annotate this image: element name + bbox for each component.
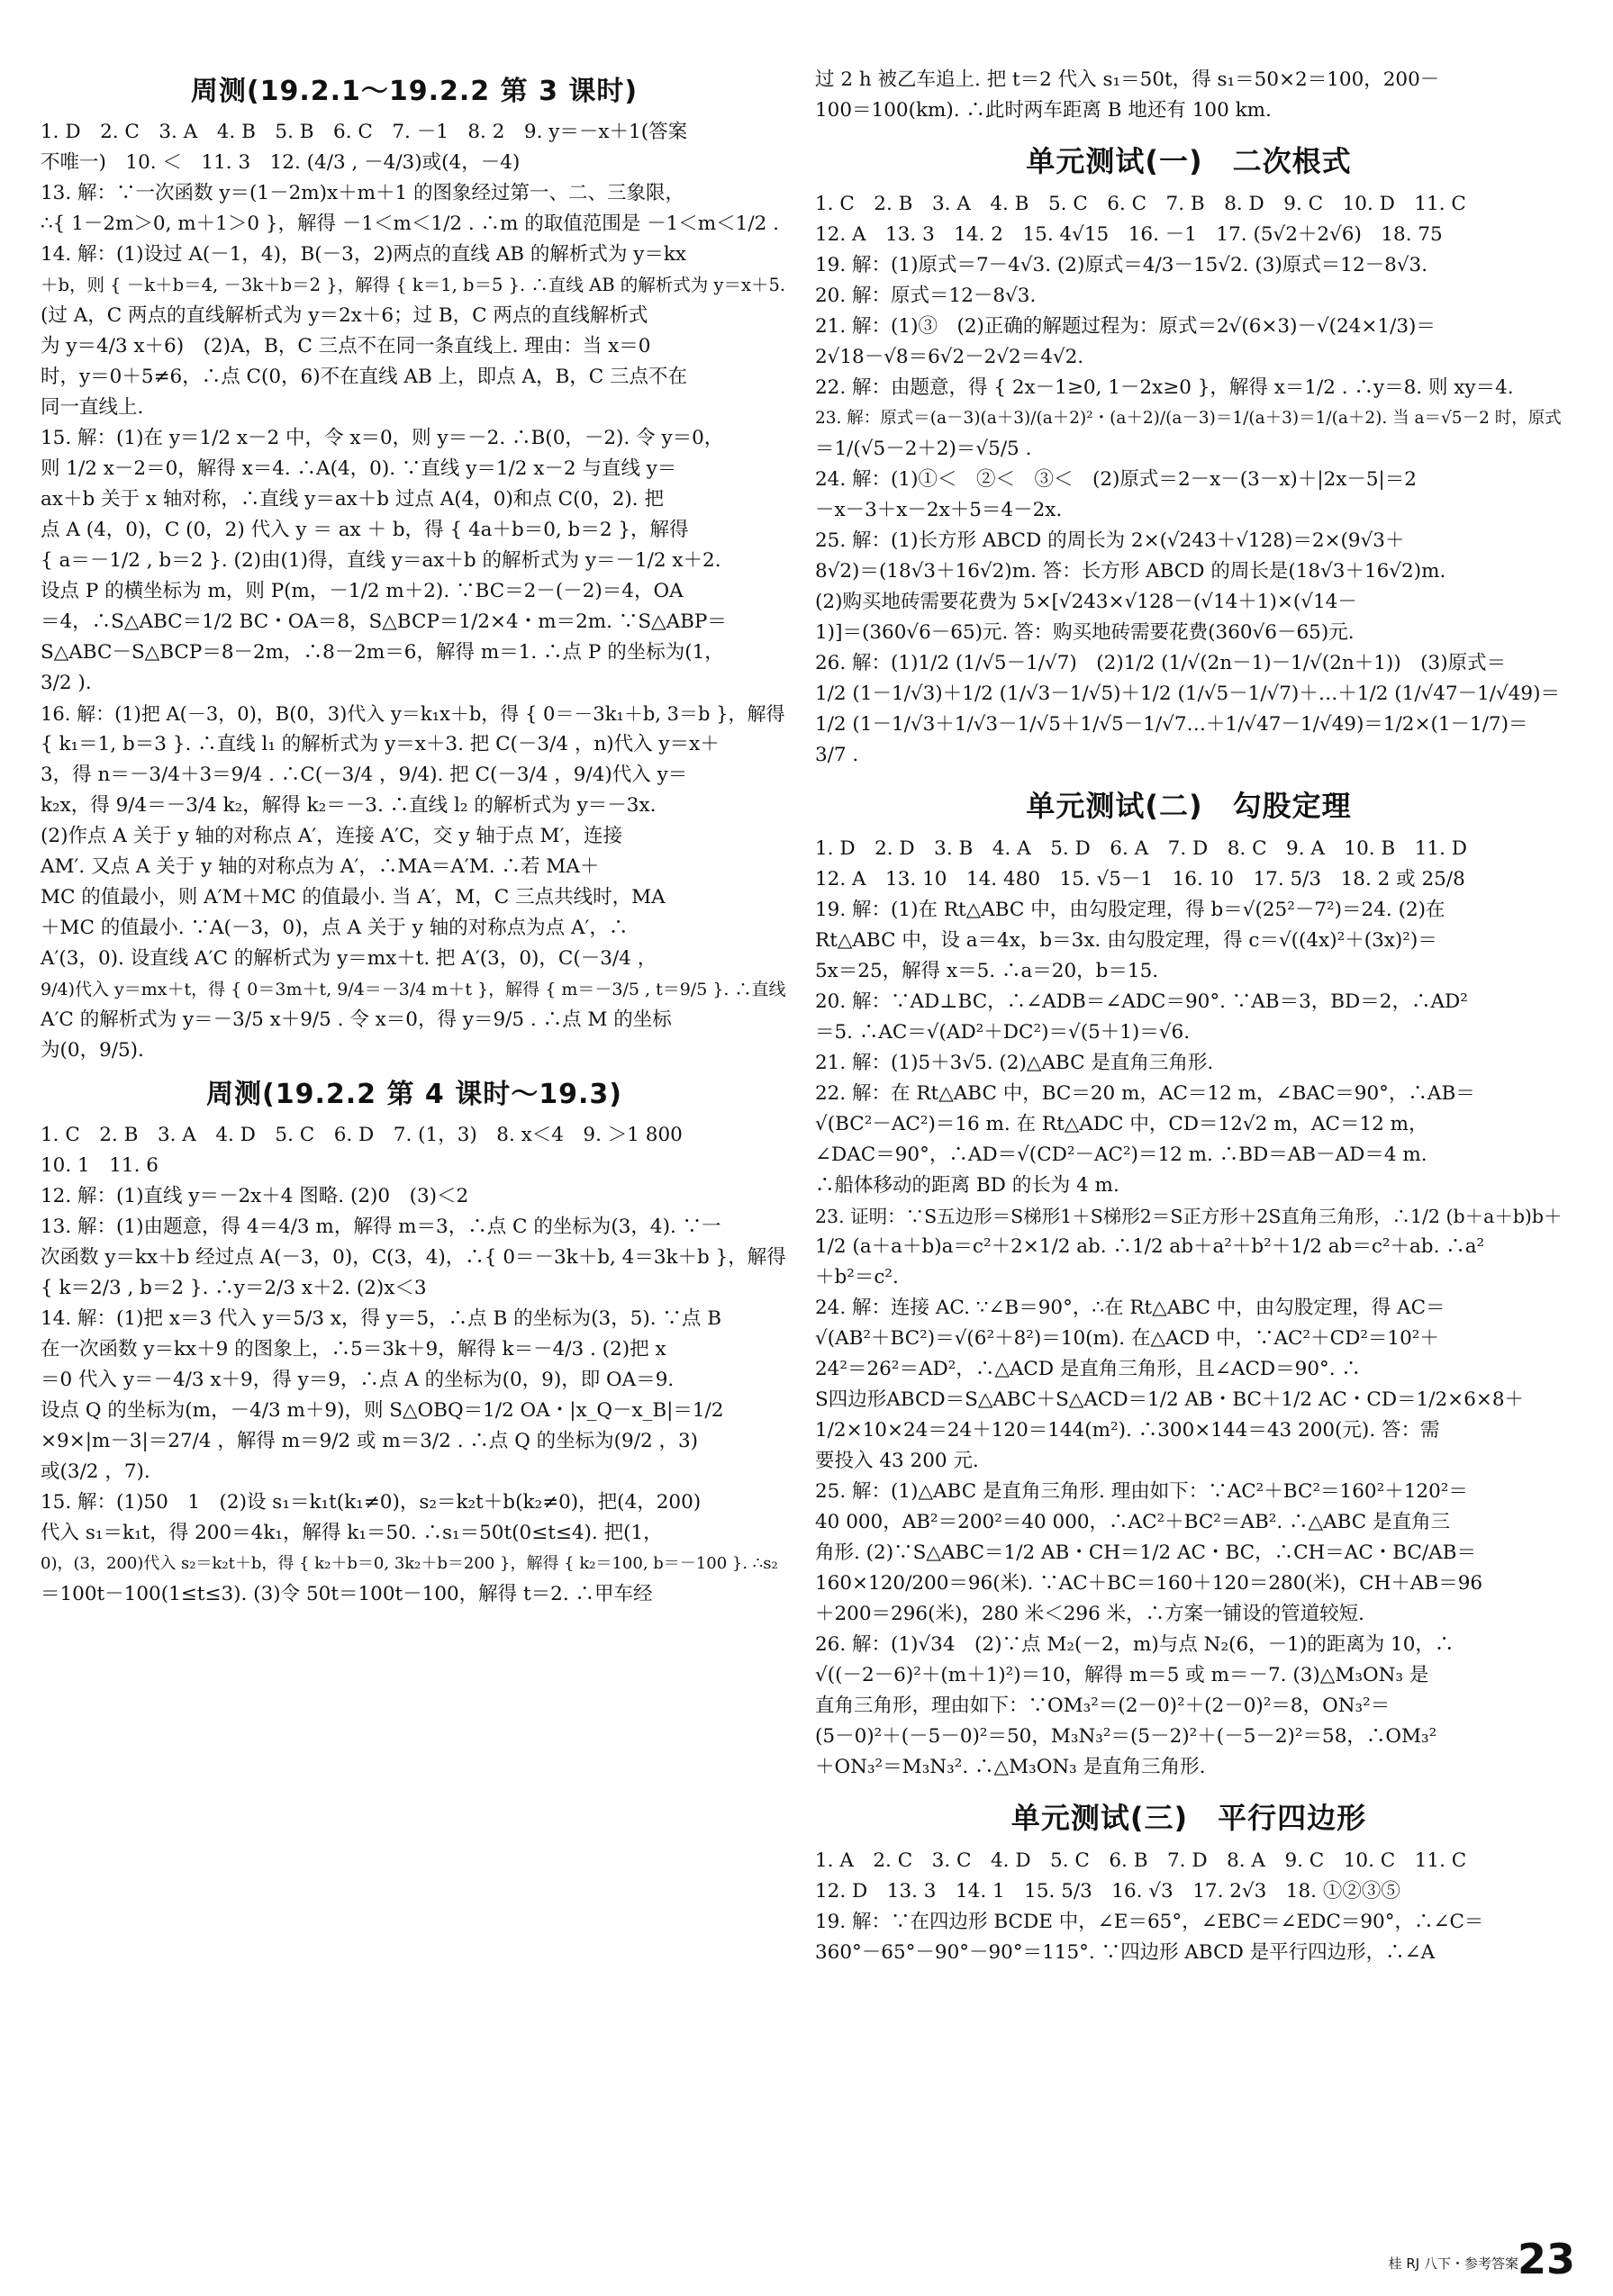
answer-line: (2)作点 A 关于 y 轴的对称点 A′，连接 A′C，交 y 轴于点 M′，连接 [41, 825, 622, 847]
answer-line: 5x＝25，解得 x＝5. ∴a＝20，b＝15. [815, 960, 1159, 982]
answer-line: 1. D 2. C 3. A 4. B 5. B 6. C 7. －1 8. 2 9. y＝－x＋1(答案 [41, 121, 688, 143]
answer-line: 为(0，9/5). [41, 1039, 144, 1062]
answer-line: 14. 解：(1)把 x＝3 代入 y＝5/3 x，得 y＝5，∴点 B 的坐标为(3，5). ∵点 B [41, 1307, 722, 1330]
answer-line: k₂x，得 9/4＝－3/4 k₂，解得 k₂＝－3. ∴直线 l₂ 的解析式为 y＝－3x. [41, 794, 657, 817]
answer-line: 或(3/2 ，7). [41, 1460, 150, 1483]
answer-line: 23. 解：原式＝(a－3)(a＋3)/(a＋2)²・(a＋2)/(a－3)＝1/(a＋3)＝1/(a＋2). 当 a＝√5－2 时，原式 [815, 409, 1562, 428]
answer-line: 10. 1 11. 6 [41, 1154, 159, 1177]
answer-line: 9/4)代入 y＝mx＋t，得 { 0＝3m＋t, 9/4＝－3/4 m＋t }，解得 { m＝－3/5 , t＝9/5 }. ∴直线 [41, 980, 786, 999]
answer-line: 1/2 (a＋a＋b)a＝c²＋2×1/2 ab. ∴1/2 ab＋a²＋b²＋1/2 ab＝c²＋ab. ∴a² [815, 1235, 1485, 1258]
answer-line: ＝100t－100(1≤t≤3). (3)令 50t＝100t－100，解得 t＝2. ∴甲车经 [41, 1583, 653, 1605]
answer-line: 3/2 ). [41, 672, 92, 694]
answer-line: 1/2 (1－1/√3)＋1/2 (1/√3－1/√5)＋1/2 (1/√5－1/√7)＋…＋1/2 (1/√47－1/√49)＝ [815, 682, 1560, 705]
answer-line: { a＝－1/2 , b＝2 }. (2)由(1)得，直线 y＝ax＋b 的解析式为 y＝－1/2 x＋2. [41, 549, 721, 572]
answer-line: 25. 解：(1)长方形 ABCD 的周长为 2×(√243＋√128)＝2×(9√3＋ [815, 529, 1405, 552]
answer-line: ＋MC 的值最小. ∵A(－3，0)，点 A 关于 y 轴的对称点为点 A′，∴ [41, 917, 629, 939]
answer-line: 点 A (4，0)，C (0，2) 代入 y ＝ ax ＋ b，得 { 4a＋b＝0, b＝2 }，解得 [41, 519, 689, 541]
answer-line: －x－3＋x－2x＋5＝4－2x. [815, 499, 1063, 521]
answer-line: 3，得 n＝－3/4＋3＝9/4 . ∴C(－3/4 ，9/4). 把 C(－3/4 ，9/4)代入 y＝ [41, 764, 688, 786]
answer-line: { k₁＝1, b＝3 }. ∴直线 l₁ 的解析式为 y＝x＋3. 把 C(－3/4 ，n)代入 y＝x＋ [41, 733, 720, 755]
answer-line: 40 000，AB²＝200²＝40 000，∴AC²＋BC²＝AB². ∴△ABC 是直角三 [815, 1511, 1451, 1533]
answer-line: 则 1/2 x－2＝0，解得 x＝4. ∴A(4，0). ∵直线 y＝1/2 x－2 与直线 y＝ [41, 457, 677, 480]
answer-line: 1. D 2. D 3. B 4. A 5. D 6. A 7. D 8. C 9. A 10. B 11. D [815, 837, 1467, 860]
page-number: 23 [1517, 2235, 1575, 2283]
answer-line: 24²＝26²＝AD²，∴△ACD 是直角三角形，且∠ACD＝90°. ∴ [815, 1358, 1361, 1380]
answer-line: 时，y＝0＋5≠6，∴点 C(0，6)不在直线 AB 上，即点 A，B，C 三点不在 [41, 366, 688, 388]
section-title: 单元测试(二) 勾股定理 [1026, 789, 1352, 823]
answer-line: ∠DAC＝90°，∴AD＝√(CD²－AC²)＝12 m. ∴BD＝AB－AD＝4 m. [815, 1143, 1427, 1166]
answer-line: (过 A，C 两点的直线解析式为 y＝2x＋6；过 B，C 两点的直线解析式 [41, 304, 648, 327]
answer-line: 要投入 43 200 元. [815, 1450, 979, 1472]
answer-line: ∴{ 1－2m＞0, m＋1＞0 }，解得 －1＜m＜1/2 . ∴m 的取值范围是 －1＜m＜1/2 . [41, 212, 779, 235]
answer-line: √((－2－6)²＋(m＋1)²)＝10，解得 m＝5 或 m＝－7. (3)△M₃ON₃ 是 [815, 1664, 1429, 1686]
section-title: 周测(19.2.2 第 4 课时～19.3) [206, 1079, 622, 1110]
answer-line: 13. 解：(1)由题意，得 4＝4/3 m，解得 m＝3，∴点 C 的坐标为(3，4). ∵一 [41, 1216, 721, 1238]
answer-line: 20. 解：∵AD⊥BC，∴∠ADB＝∠ADC＝90°. ∵AB＝3，BD＝2，∴AD² [815, 990, 1468, 1013]
answer-line: 1/2×10×24＝24＋120＝144(m²). ∴300×144＝43 200(元). 答：需 [815, 1419, 1440, 1442]
answer-line: 26. 解：(1)1/2 (1/√5－1/√7) (2)1/2 (1/√(2n－1)－1/√(2n＋1)) (3)原式＝ [815, 652, 1507, 674]
answer-line: ＝1/(√5－2＋2)＝√5/5 . [815, 438, 1032, 460]
answer-line: ＝4，∴S△ABC＝1/2 BC・OA＝8，S△BCP＝1/2×4・m＝2m. ∵S△ABP＝ [41, 610, 727, 633]
answer-line: ∴船体移动的距离 BD 的长为 4 m. [815, 1174, 1119, 1197]
answer-line: 1. C 2. B 3. A 4. D 5. C 6. D 7. (1，3) 8. x＜4 9. ＞1 800 [41, 1124, 683, 1146]
answer-line: 8√2)＝(18√3＋16√2)m. 答：长方形 ABCD 的周长是(18√3＋16√2)m. [815, 560, 1446, 583]
left-column [41, 63, 788, 1610]
answer-line: 次函数 y＝kx＋b 经过点 A(－3，0)，C(3，4)，∴{ 0＝－3k＋b, 4＝3k＋b }，解得 [41, 1246, 786, 1269]
answer-line: A′C 的解析式为 y＝－3/5 x＋9/5 . 令 x＝0，得 y＝9/5 . ∴点 M 的坐标 [41, 1008, 672, 1031]
answer-line: 在一次函数 y＝kx＋9 的图象上，∴5＝3k＋9，解得 k＝－4/3 . (2)把 x [41, 1338, 666, 1360]
answer-line: 360°－65°－90°－90°＝115°. ∵四边形 ABCD 是平行四边形，∴∠A [815, 1941, 1436, 1964]
answer-line: 23. 证明：∵S五边形＝S梯形1＋S梯形2＝S正方形＋2S直角三角形，∴1/2 (b＋a＋b)b＋ [815, 1206, 1563, 1227]
answer-line: S四边形ABCD＝S△ABC＋S△ACD＝1/2 AB・BC＋1/2 AC・CD＝1/2×6×8＋ [815, 1388, 1525, 1411]
answer-line: ＝5. ∴AC＝√(AD²＋DC²)＝√(5＋1)＝√6. [815, 1021, 1191, 1044]
answer-line: 24. 解：连接 AC. ∵∠B＝90°，∴在 Rt△ABC 中，由勾股定理，得 AC＝ [815, 1297, 1445, 1319]
answer-line: 22. 解：在 Rt△ABC 中，BC＝20 m，AC＝12 m，∠BAC＝90°，∴AB＝ [815, 1082, 1475, 1105]
answer-line: 1. A 2. C 3. C 4. D 5. C 6. B 7. D 8. A 9. C 10. C 11. C [815, 1849, 1467, 1872]
answer-line: 12. A 13. 10 14. 480 15. √5－1 16. 10 17. 5/3 18. 2 或 25/8 [815, 868, 1465, 890]
answer-line: 13. 解：∵一次函数 y＝(1－2m)x＋m＋1 的图象经过第一、二、三象限， [41, 182, 685, 204]
answer-line: ax＋b 关于 x 轴对称，∴直线 y＝ax＋b 过点 A(4，0)和点 C(0，2). 把 [41, 488, 664, 511]
answer-line: (5－0)²＋(－5－0)²＝50，M₃N₃²＝(5－2)²＋(－5－2)²＝58，∴OM₃² [815, 1725, 1437, 1748]
answer-line: 15. 解：(1)50 1 (2)设 s₁＝k₁t(k₁≠0)，s₂＝k₂t＋b(k₂≠0)，把(4，200) [41, 1491, 702, 1514]
answer-line: √(AB²＋BC²)＝√(6²＋8²)＝10(m). 在△ACD 中，∵AC²＋CD²＝10²＋ [815, 1327, 1439, 1350]
answer-line: 22. 解：由题意，得 { 2x－1≥0, 1－2x≥0 }，解得 x＝1/2 . ∴y＝8. 则 xy＝4. [815, 376, 1514, 399]
answer-line: 25. 解：(1)△ABC 是直角三角形. 理由如下：∵AC²＋BC²＝160²＋120²＝ [815, 1480, 1468, 1503]
answer-line: 不唯一) 10. ＜ 11. 3 12. (4/3 , －4/3)或(4，－4) [41, 151, 521, 174]
answer-line: 19. 解：(1)原式＝7－4√3. (2)原式＝4/3－15√2. (3)原式＝12－8√3. [815, 254, 1428, 276]
answer-line: 21. 解：(1)5＋3√5. (2)△ABC 是直角三角形. [815, 1052, 1214, 1074]
right-column [815, 65, 1563, 1968]
answer-line: ×9×|m－3|＝27/4 ，解得 m＝9/2 或 m＝3/2 . ∴点 Q 的坐标为(9/2 ，3) [41, 1430, 699, 1452]
answer-line: S△ABC－S△BCP＝8－2m，∴8－2m＝6，解得 m＝1. ∴点 P 的坐标为(1， [41, 641, 724, 664]
answer-line: AM′. 又点 A 关于 y 轴的对称点为 A′，∴MA＝A′M. ∴若 MA＋ [41, 855, 600, 878]
answer-line: 12. A 13. 3 14. 2 15. 4√15 16. －1 17. (5√2＋2√6) 18. 75 [815, 223, 1443, 246]
footer-label: 桂 RJ 八下・参考答案 [1388, 2255, 1518, 2272]
answer-line: 21. 解：(1)③ (2)正确的解题过程为：原式＝2√(6×3)－√(24×1/3)＝ [815, 315, 1436, 338]
answer-line: 20. 解：原式＝12－8√3. [815, 285, 1037, 307]
answer-line: 15. 解：(1)在 y＝1/2 x－2 中，令 x＝0，则 y＝－2. ∴B(0，－2). 令 y＝0， [41, 427, 724, 449]
answer-line: 12. D 13. 3 14. 1 15. 5/3 16. √3 17. 2√3 18. ①②③⑤ [815, 1880, 1400, 1903]
answer-line: √(BC²－AC²)＝16 m. 在 Rt△ADC 中，CD＝12√2 m，AC＝12 m， [815, 1113, 1428, 1135]
answer-line: 0)，(3，200)代入 s₂＝k₂t＋b，得 { k₂＋b＝0, 3k₂＋b＝200 }，解得 { k₂＝100, b＝－100 }. ∴s₂ [41, 1554, 778, 1573]
answer-line: 过 2 h 被乙车追上. 把 t＝2 代入 s₁＝50t，得 s₁＝50×2＝100，200－ [815, 68, 1440, 91]
answer-line: 19. 解：∵在四边形 BCDE 中，∠E＝65°，∠EBC＝∠EDC＝90°，∴∠C＝ [815, 1911, 1484, 1933]
answer-line: A′(3，0). 设直线 A′C 的解析式为 y＝mx＋t. 把 A′(3，0)，C(－3/4 ， [41, 947, 657, 970]
answer-line: 3/7 . [815, 744, 859, 766]
answer-line: 14. 解：(1)设过 A(－1，4)，B(－3，2)两点的直线 AB 的解析式为 y＝kx [41, 243, 687, 266]
answer-line: 设点 Q 的坐标为(m，－4/3 m＋9)，则 S△OBQ＝1/2 OA・|x_Q－x_B|＝1/2 [41, 1399, 724, 1422]
answer-line: 16. 解：(1)把 A(－3，0)，B(0，3)代入 y＝k₁x＋b，得 { 0＝－3k₁＋b, 3＝b }，解得 [41, 703, 785, 725]
answer-line: 2√18－√8＝6√2－2√2＝4√2. [815, 346, 1084, 368]
answer-line: 19. 解：(1)在 Rt△ABC 中，由勾股定理，得 b＝√(25²－7²)＝24. (2)在 [815, 899, 1445, 921]
answer-line: ＋200＝296(米)，280 米＜296 米，∴方案一铺设的管道较短. [815, 1603, 1364, 1625]
answer-line: ＋ON₃²＝M₃N₃². ∴△M₃ON₃ 是直角三角形. [815, 1756, 1206, 1778]
section-title: 单元测试(三) 平行四边形 [1010, 1801, 1367, 1835]
answer-line: 1)]＝(360√6－65)元. 答：购买地砖需要花费(360√6－65)元. [815, 621, 1355, 644]
answer-line: 为 y＝4/3 x＋6) (2)A，B，C 三点不在同一条直线上. 理由：当 x＝0 [41, 335, 651, 357]
answer-line: 设点 P 的横坐标为 m，则 P(m，－1/2 m＋2). ∵BC＝2－(－2)＝4，OA [41, 580, 684, 602]
answer-line: 直角三角形，理由如下：∵OM₃²＝(2－0)²＋(2－0)²＝8，ON₃²＝ [815, 1695, 1391, 1717]
section-title: 周测(19.2.1～19.2.2 第 3 课时) [190, 76, 639, 107]
answer-line: 12. 解：(1)直线 y＝－2x＋4 图略. (2)0 (3)＜2 [41, 1185, 469, 1207]
answer-line: 26. 解：(1)√34 (2)∵点 M₂(－2，m)与点 N₂(6，－1)的距离为 10，∴ [815, 1633, 1454, 1656]
answer-line: 1. C 2. B 3. A 4. B 5. C 6. C 7. B 8. D 9. C 10. D 11. C [815, 193, 1466, 215]
answer-line: { k＝2/3 , b＝2 }. ∴y＝2/3 x＋2. (2)x＜3 [41, 1277, 427, 1299]
answer-line: MC 的值最小，则 A′M＋MC 的值最小. 当 A′，M，C 三点共线时，MA [41, 886, 666, 908]
answer-line: ＋b，则 { －k＋b＝4, －3k＋b＝2 }，解得 { k＝1, b＝5 }. ∴直线 AB 的解析式为 y＝x＋5. [41, 275, 786, 295]
answer-line: Rt△ABC 中，设 a＝4x，b＝3x. 由勾股定理，得 c＝√((4x)²＋(3x)²)＝ [815, 929, 1437, 952]
answer-line: 1/2 (1－1/√3＋1/√3－1/√5＋1/√5－1/√7…＋1/√47－1/√49)＝1/2×(1－1/7)＝ [815, 713, 1528, 736]
answer-line: 24. 解：(1)①＜ ②＜ ③＜ (2)原式＝2－x－(3－x)＋|2x－5|＝2 [815, 468, 1417, 491]
answer-line: 160×120/200＝96(米). ∵AC＋BC＝160＋120＝280(米)，CH＋AB＝96 [815, 1572, 1483, 1595]
answer-line: (2)购买地砖需要花费为 5×[√243×√128－(√14＋1)×(√14－ [815, 591, 1357, 613]
answer-line: ＋b²＝c². [815, 1266, 899, 1288]
answer-line: 代入 s₁＝k₁t，得 200＝4k₁，解得 k₁＝50. ∴s₁＝50t(0≤t≤4). 把(1， [41, 1522, 663, 1544]
answer-line: 角形. (2)∵S△ABC＝1/2 AB・CH＝1/2 AC・BC，∴CH＝AC・BC/AB＝ [815, 1541, 1476, 1564]
answer-line: 100＝100(km). ∴此时两车距离 B 地还有 100 km. [815, 99, 1272, 122]
answer-line: 同一直线上. [41, 396, 144, 419]
section-title: 单元测试(一) 二次根式 [1026, 144, 1352, 178]
answer-line: ＝0 代入 y＝－4/3 x＋9，得 y＝9，∴点 A 的坐标为(0，9)，即 OA＝9. [41, 1369, 675, 1391]
